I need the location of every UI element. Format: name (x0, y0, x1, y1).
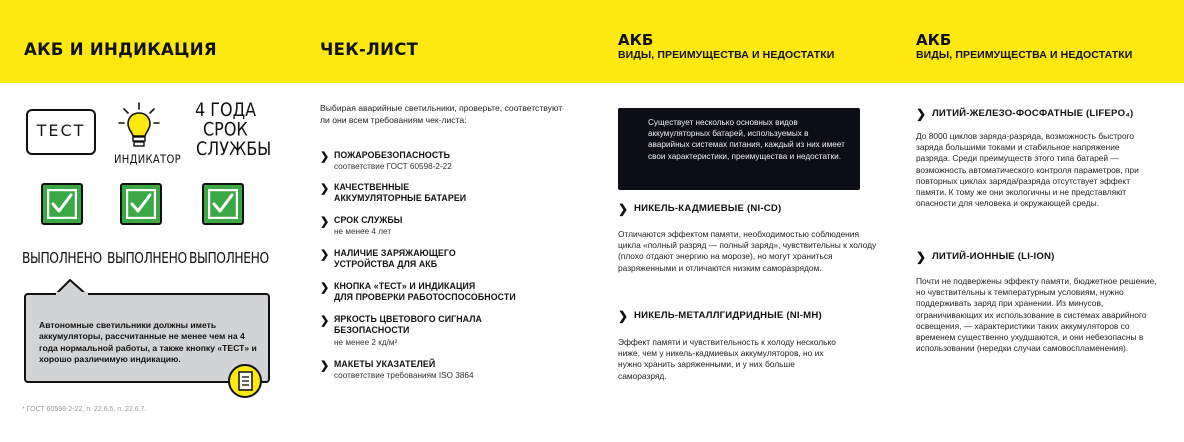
chevron-right-icon: ❯ (618, 202, 629, 216)
battery-type-text: Почти не подвержены эффекту памяти, бюджетное решение, но чувствительны к температурным условиям, нужно поддерживать заряд при хранении. Из минусов, ограничивающих их использование в системах аварийного освещения, — характеристики таких аккумуляторов со временем существенно ухудшаются, и они небезопасны в использовании (нередки случаи самовоспламенения). (916, 276, 1157, 354)
test-label: ТЕСТ (36, 121, 86, 140)
checklist-item-sub: соответствие ГОСТ 60598-2-22 (334, 162, 452, 172)
lightbulb-icon (118, 102, 160, 150)
chevron-right-icon: ❯ (916, 107, 927, 121)
battery-type-nicd (618, 203, 781, 214)
indicator-label: ИНДИКАТОР (114, 154, 181, 167)
battery-type-title: ЛИТИЙ-ЖЕЛЕЗО-ФОСФАТНЫЕ (LIFEPO₄) (932, 108, 1134, 119)
checklist-item (320, 150, 570, 172)
intro-box (618, 108, 860, 190)
footnote: * ГОСТ 60598-2-22, п. 22.6.5, п. 22.6.7. (22, 406, 147, 413)
checklist-item (320, 359, 570, 381)
checklist-item (320, 182, 570, 205)
battery-type-text: Отличаются эффектом памяти, необходимостью соблюдения цикла «полный разряд — полный заряд», чувствительны к холоду (плохо отдают энергию на морозе), но могут храниться разряженными и отличаются низким саморазрядом. (618, 229, 877, 273)
chevron-right-icon: ❯ (320, 315, 330, 327)
battery-type-title: ЛИТИЙ-ИОННЫЕ (LI-ION) (932, 251, 1055, 262)
chevron-right-icon: ❯ (618, 309, 629, 323)
years-line-1: 4 ГОДА (195, 98, 257, 121)
checklist-item-title: СРОК СЛУЖБЫ (334, 215, 403, 225)
checklist-item (320, 248, 570, 271)
checklist-item (320, 281, 570, 304)
checklist-item (320, 215, 570, 237)
section-subtitle-akb-2: ВИДЫ, ПРЕИМУЩЕСТВА И НЕДОСТАТКИ (916, 49, 1133, 61)
chevron-right-icon: ❯ (320, 282, 330, 294)
checklist-intro: Выбирая аварийные светильники, проверьте, соответствуют ли они всем требованиям чек-листа: (320, 103, 563, 125)
chevron-right-icon: ❯ (916, 250, 927, 264)
section-subtitle-akb-1: ВИДЫ, ПРЕИМУЩЕСТВА И НЕДОСТАТКИ (618, 49, 835, 61)
years-label (195, 100, 271, 159)
section-title-indication: АКБ И ИНДИКАЦИЯ (24, 40, 217, 59)
checklist-item-title: МАКЕТЫ УКАЗАТЕЛЕЙ (334, 359, 436, 369)
years-line-2: СРОК (203, 118, 248, 141)
done-label: ВЫПОЛНЕНО (107, 249, 187, 267)
done-label: ВЫПОЛНЕНО (189, 249, 269, 267)
chevron-right-icon: ❯ (320, 360, 330, 372)
checklist-item-title: ЯРКОСТЬ ЦВЕТОВОГО СИГНАЛА БЕЗОПАСНОСТИ (334, 314, 482, 336)
callout-tail-cover (54, 290, 90, 298)
checklist-item-title: ПОЖАРОБЕЗОПАСНОСТЬ (334, 150, 451, 160)
check-icon (202, 183, 244, 225)
done-label: ВЫПОЛНЕНО (22, 249, 102, 267)
checklist-item-sub: соответствие требованиям ISO 3864 (334, 371, 474, 381)
checklist-item (320, 314, 570, 348)
check-icon (120, 183, 162, 225)
chevron-right-icon: ❯ (320, 216, 330, 228)
checklist-item-title: КАЧЕСТВЕННЫЕ АККУМУЛЯТОРНЫЕ БАТАРЕИ (334, 182, 467, 204)
battery-type-text: До 8000 циклов заряда-разряда, возможность быстрого заряда большими токами и стабильное напряжение разряда. Среди преимуществ этого типа батарей — возможность автоматического контроля параметров, при повторных циклах заряда/разряда отсутствует эффект памяти. К тому же они экологичны и не представляют опасности для человека и окружающей среды. (916, 131, 1139, 209)
battery-type-lifepo4 (916, 108, 1133, 119)
intro-text: Существует несколько основных видов аккумуляторных батарей, используемых в аварийных системах питания, каждый из них имеет свои характеристики, преимущества и недостатки. (648, 118, 845, 161)
chevron-right-icon: ❯ (320, 249, 330, 261)
years-line-3: СЛУЖБЫ (196, 137, 272, 160)
check-icon (41, 183, 83, 225)
battery-type-liion (916, 251, 1055, 262)
battery-type-title: НИКЕЛЬ-КАДМИЕВЫЕ (NI-CD) (634, 203, 782, 214)
checklist-item-title: КНОПКА «ТЕСТ» И ИНДИКАЦИЯ ДЛЯ ПРОВЕРКИ РАБОТОСПОСОБНОСТИ (334, 281, 516, 303)
section-title-checklist: ЧЕК-ЛИСТ (320, 40, 419, 59)
checklist-item-title: НАЛИЧИЕ ЗАРЯЖАЮЩЕГО УСТРОЙСТВА ДЛЯ АКБ (334, 248, 456, 270)
battery-type-nimh (618, 310, 822, 321)
chevron-right-icon: ❯ (320, 183, 330, 195)
section-title-akb-2: АКБ (916, 31, 952, 49)
callout-text: Автономные светильники должны иметь аккумуляторы, рассчитанные не менее чем на 4 года нормальной работы, а также кнопку «ТЕСТ» и хорошо различимую индикацию. (39, 320, 257, 365)
checklist-item-sub: не менее 2 кд/м² (334, 337, 398, 347)
chevron-right-icon: ❯ (320, 151, 330, 163)
checklist-item-sub: не менее 4 лет (334, 227, 392, 237)
section-title-akb-1: АКБ (618, 31, 654, 49)
test-button-illustration (26, 109, 96, 155)
battery-type-text: Эффект памяти и чувствительность к холоду несколько ниже, чем у никель-кадмиевых аккумуляторов, но их нужно хранить заряженными, и у них больше саморазряд. (618, 337, 836, 381)
battery-type-title: НИКЕЛЬ-МЕТАЛЛГИДРИДНЫЕ (NI-MH) (634, 310, 822, 321)
checklist-doc-icon (228, 364, 262, 398)
